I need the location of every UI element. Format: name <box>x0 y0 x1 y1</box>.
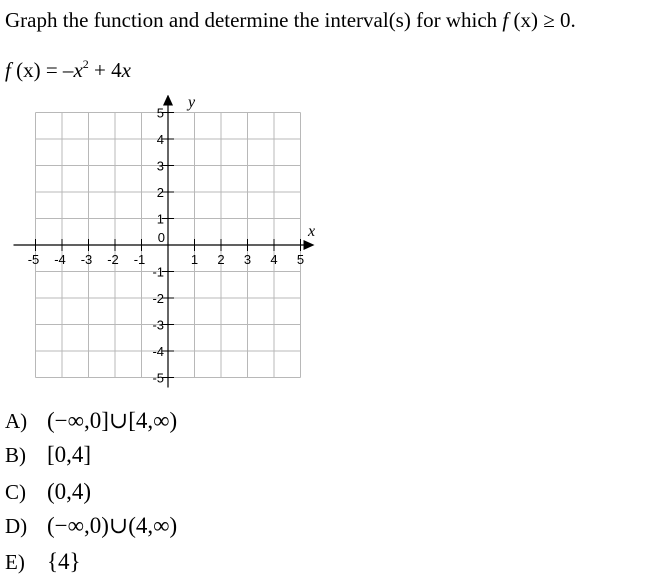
x-tick-label: 1 <box>190 252 199 267</box>
y-tick-label: 5 <box>156 105 164 121</box>
question-suffix: ≥ 0. <box>538 8 576 32</box>
origin-label: 0 <box>157 230 165 245</box>
x-tick-label: 4 <box>270 252 278 267</box>
x-tick-label: 5 <box>296 252 305 267</box>
function-equals: = – <box>40 58 74 82</box>
y-axis-arrow <box>163 95 173 106</box>
function-var: (x) <box>16 58 41 82</box>
function-x2: x <box>121 58 131 82</box>
x-axis-label: x <box>308 223 316 240</box>
x-tick-label: 2 <box>217 252 225 267</box>
y-tick-label: -4 <box>152 344 164 359</box>
question-function-name: f <box>502 8 509 32</box>
x-axis-arrow <box>304 240 315 250</box>
y-tick-label: 2 <box>156 185 164 200</box>
x-tick-label: -3 <box>80 252 93 267</box>
choice-d[interactable] <box>5 513 177 545</box>
x-tick-label: -4 <box>54 252 66 267</box>
choice-value: (−∞,0]∪[4,∞) <box>47 408 178 433</box>
choice-letter: C) <box>5 480 26 504</box>
choice-letter: E) <box>5 550 25 574</box>
choice-c[interactable] <box>5 479 91 511</box>
function-definition <box>5 58 131 83</box>
y-tick-label: -3 <box>152 317 164 333</box>
choice-a[interactable] <box>5 408 177 440</box>
choice-value: (0,4) <box>47 479 92 504</box>
choice-letter: A) <box>5 409 28 433</box>
coordinate-grid[interactable] <box>10 95 330 395</box>
function-x: x <box>73 58 83 82</box>
y-tick-label: 1 <box>156 211 164 227</box>
x-tick-label: -1 <box>133 252 146 267</box>
function-rest: + 4 <box>88 58 122 82</box>
x-tick-label: -2 <box>107 252 119 267</box>
x-tick-label: -5 <box>27 252 40 267</box>
y-tick-label: -2 <box>152 291 164 306</box>
question-prefix: Graph the function and determine the interval(s) for which <box>5 8 503 32</box>
choice-b[interactable] <box>5 442 91 474</box>
choice-value: {4} <box>47 549 81 574</box>
y-tick-label: 4 <box>156 132 164 147</box>
choice-value: (−∞,0)∪(4,∞) <box>47 513 178 538</box>
y-tick-label: -5 <box>152 370 164 386</box>
function-name: f <box>5 58 11 82</box>
y-tick-label: 3 <box>156 158 164 174</box>
question-function-var: (x) <box>513 8 539 32</box>
question-text <box>5 8 576 33</box>
choice-value: [0,4] <box>47 442 92 467</box>
y-axis-label: y <box>188 95 196 111</box>
function-exponent: 2 <box>82 57 89 71</box>
y-tick-label: -1 <box>152 264 164 280</box>
x-tick-label: 3 <box>243 252 252 267</box>
choice-e[interactable] <box>5 549 81 581</box>
choice-letter: D) <box>5 514 28 538</box>
choice-letter: B) <box>5 443 26 467</box>
